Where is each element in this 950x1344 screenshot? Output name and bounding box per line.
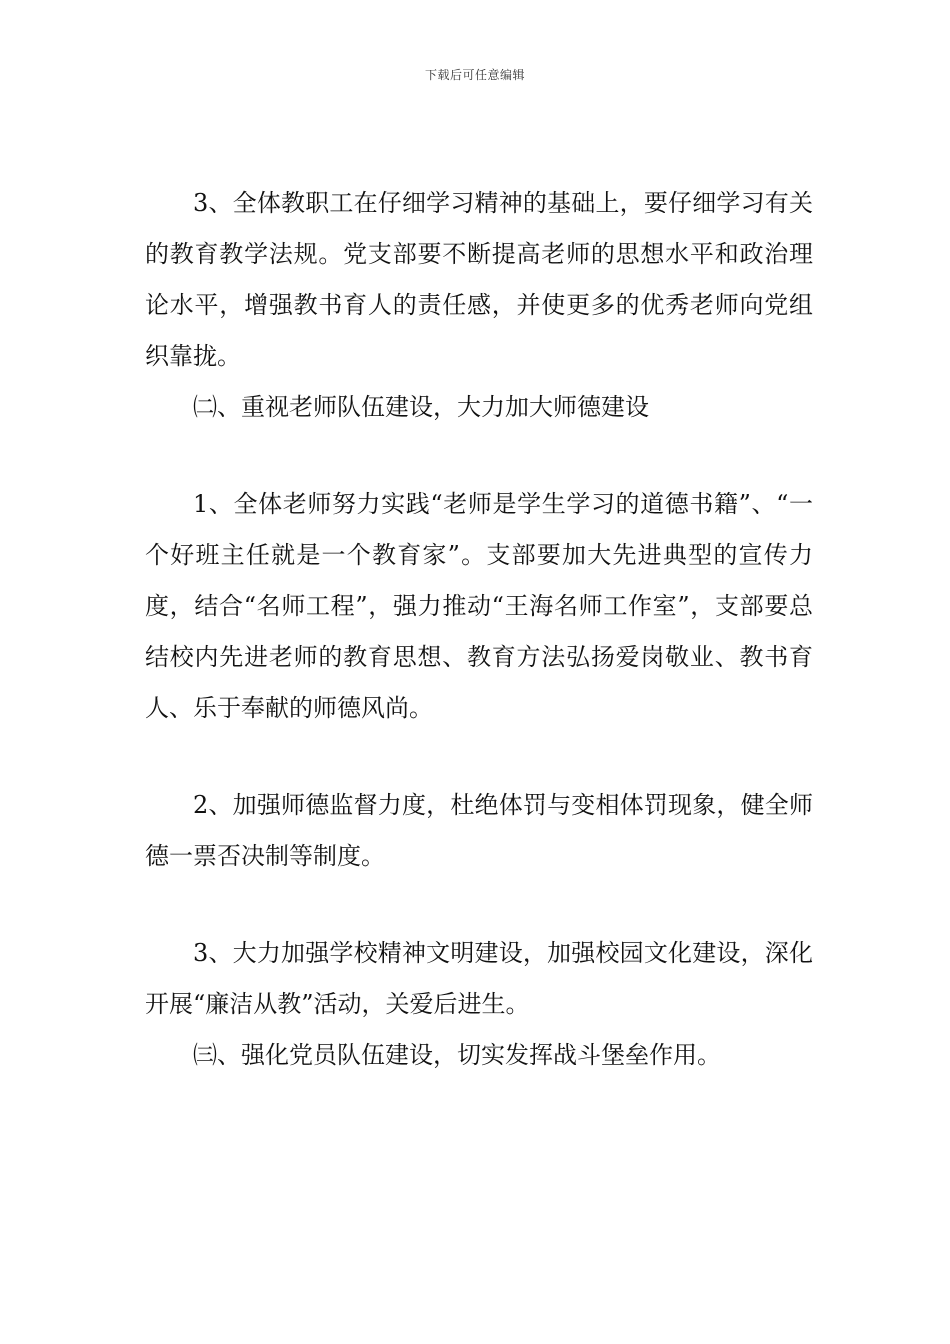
paragraph-3-campus-culture: 3、大力加强学校精神文明建设，加强校园文化建设，深化开展“廉洁从教”活动，关爱后进生。 xyxy=(145,939,813,1018)
section-heading-2: ㈡、重视老师队伍建设，大力加大师德建设 xyxy=(193,393,649,421)
section-heading-3: ㈢、强化党员队伍建设，切实发挥战斗堡垒作用。 xyxy=(193,1041,721,1069)
paragraph-1-teacher-ethics: 1、全体老师努力实践“老师是学生学习的道德书籍”、“一个好班主任就是一个教育家”。支部要加大先进典型的宣传力度，结合“名师工程”，强力推动“王海名师工作室”，支部要总结校内先进老师的教育思想、教育方法弘扬爱岗敬业、教书育人、乐于奉献的师德风尚。 xyxy=(145,490,813,722)
document-body xyxy=(145,178,813,1081)
paragraph-3-study-regulations: 3、全体教职工在仔细学习精神的基础上，要仔细学习有关的教育教学法规。党支部要不断提高老师的思想水平和政治理论水平，增强教书育人的责任感，并使更多的优秀老师向党组织靠拢。 xyxy=(145,189,813,370)
page-header: 下载后可任意编辑 xyxy=(424,68,525,82)
paragraph-2-ethics-supervision: 2、加强师德监督力度，杜绝体罚与变相体罚现象，健全师德一票否决制等制度。 xyxy=(145,791,813,870)
